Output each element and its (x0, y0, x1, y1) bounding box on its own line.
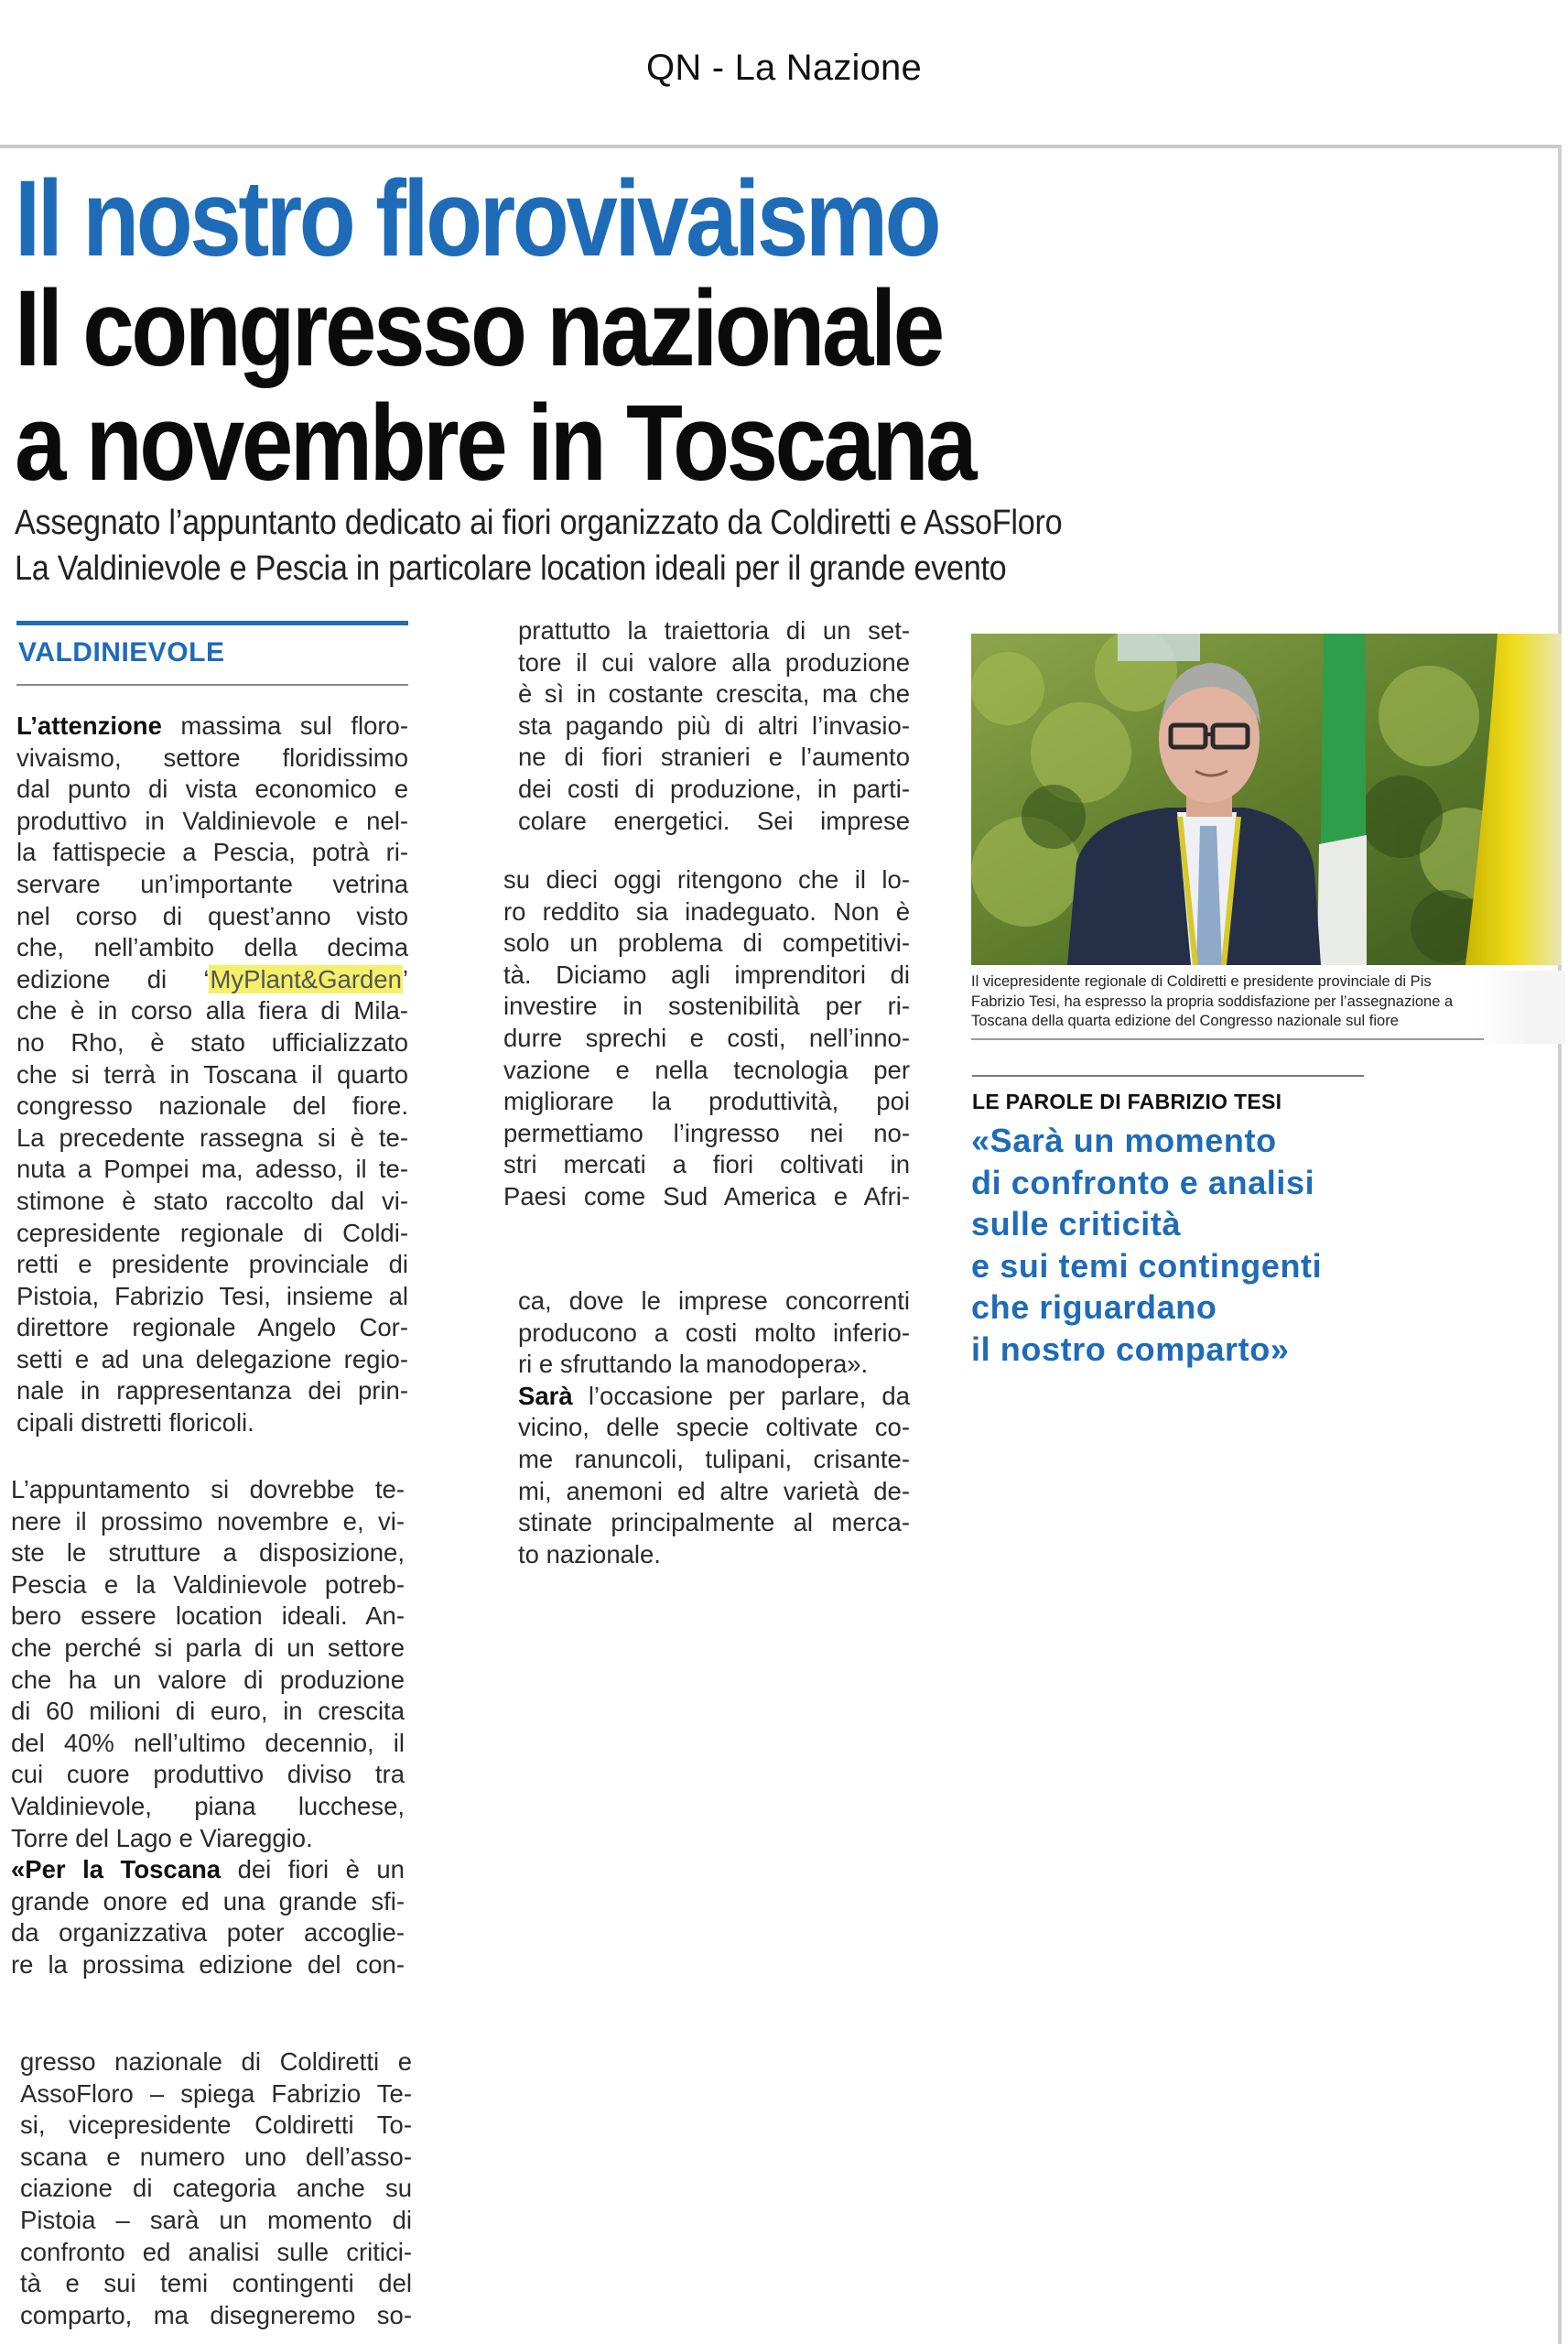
masthead: QN - La Nazione (646, 48, 922, 88)
pull-quote-line: e sui temi contingenti (971, 1246, 1323, 1285)
text-line: che perché si parla di un settore (11, 1633, 405, 1662)
article-column-a3 (20, 2046, 412, 2331)
pull-quote-label: LE PAROLE DI FABRIZIO TESI (972, 1090, 1282, 1113)
text-line: ca, dove le imprese concorrenti (518, 1286, 910, 1315)
text-line: comparto, ma disegneremo so- (20, 2300, 412, 2329)
text-line: Pistoia, Fabrizio Tesi, insieme al (16, 1281, 408, 1310)
text-line: congresso nazionale del fiore. (16, 1091, 408, 1121)
text-line: che è in corso alla fiera di Mila- (16, 996, 408, 1026)
text-line: re la prossima edizione del con- (11, 1949, 405, 1979)
text-line (16, 711, 408, 743)
text-line: del 40% nell’ultimo decennio, il (11, 1728, 405, 1757)
caption-line: Toscana della quarta edizione del Congresso nazionale sul fiore (971, 1013, 1399, 1029)
text-line: to nazionale. (518, 1539, 661, 1568)
highlighted-text: MyPlant&Garden (210, 964, 402, 993)
text-line: stinate principalmente al merca- (518, 1508, 910, 1537)
portrait-photo-illustration (971, 634, 1562, 965)
text-line: vicino, delle specie coltivate co- (518, 1413, 910, 1442)
text-line: me ranuncoli, tulipani, crisante- (518, 1444, 910, 1473)
text-line: cui cuore produttivo diviso tra (11, 1760, 405, 1789)
headline-kicker: Il nostro florovivaismo (15, 158, 939, 279)
text-line: migliorare la produttività, poi (503, 1087, 910, 1116)
article-column-b1 (518, 615, 910, 837)
text-line: vazione e nella tecnologia per (503, 1055, 910, 1084)
highlight-post: ’ (402, 964, 408, 993)
caption-divider (971, 1038, 1484, 1040)
article-column-a1 (16, 711, 408, 1439)
text-line: produttivo in Valdinievole e nel- (16, 806, 408, 835)
text-line: che si terrà in Toscana il quarto (16, 1059, 408, 1089)
sara-rest: l’occasione per parlare, da (572, 1381, 910, 1410)
text-line: La precedente rassegna si è te- (16, 1123, 408, 1152)
text-line: ro reddito sia inadeguato. Non è (503, 896, 910, 926)
text-line: prattutto la traiettoria di un set- (518, 616, 910, 645)
text-line: confronto ed analisi sulle critici- (20, 2237, 412, 2266)
caption-line: Fabrizio Tesi, ha espresso la propria soddisfazione per l’assegnazione a (971, 993, 1454, 1010)
text-line: scana e numero uno dell’asso- (20, 2142, 412, 2171)
text-line: durre sprechi e costi, nell’inno- (503, 1023, 910, 1052)
text-line: retti e presidente provinciale di (16, 1250, 408, 1279)
photo-caption (971, 972, 1520, 1032)
subtitle-line-2: La Valdinievole e Pescia in particolare location ideali per il grande evento (15, 549, 1007, 588)
article-column-b3 (518, 1286, 910, 1570)
text-line: da organizzativa poter accoglie- (11, 1918, 405, 1948)
text-line: nale in rappresentanza dei prin- (16, 1376, 408, 1405)
text-line: bero essere location ideali. An- (11, 1601, 405, 1631)
section-bar (16, 621, 408, 625)
text-line: ri e sfruttando la manodopera». (518, 1350, 869, 1379)
text-line: la fattispecie a Pescia, potrà ri- (16, 838, 408, 867)
text-line: ciazione di categoria anche su (20, 2174, 412, 2203)
text-line: che ha un valore di produzione (11, 1665, 405, 1694)
sara-bold: Sarà (518, 1381, 573, 1410)
article-column-b2 (503, 864, 910, 1213)
pull-quote-line: «Sarà un momento (971, 1122, 1277, 1159)
text-line: Valdinievole, piana lucchese, (11, 1791, 405, 1820)
section-divider (16, 684, 408, 686)
pull-quote-line: il nostro comparto» (971, 1329, 1290, 1368)
text-line: mi, anemoni ed altre varietà de- (518, 1476, 910, 1505)
pull-quote-line: di confronto e analisi (971, 1163, 1315, 1201)
text-line: dei costi di produzione, in parti- (518, 774, 910, 803)
text-line: cepresidente regionale di Coldi- (16, 1218, 408, 1247)
text-line: Paesi come Sud America e Afri- (503, 1181, 910, 1210)
text-line: grande onore ed una grande sfi- (11, 1886, 405, 1915)
text-line: tà. Diciamo agli imprenditori di (503, 960, 910, 989)
text-line: tore il cui valore alla produzione (518, 647, 910, 677)
text-line: cipali distretti floricoli. (16, 1408, 254, 1438)
text-line: nel corso di quest’anno visto (16, 901, 408, 930)
text-line (518, 1381, 910, 1413)
text-line: no Rho, è stato ufficializzato (16, 1027, 408, 1057)
text-line: nere il prossimo novembre e, vi- (11, 1506, 405, 1536)
pull-quote-line: sulle criticità (971, 1205, 1182, 1243)
section-label: VALDINIEVOLE (18, 637, 225, 667)
highlight-pre: edizione di ‘ (16, 964, 210, 993)
article-column-a2 (11, 1474, 405, 1981)
text-line: setti e ad una delegazione regio- (16, 1344, 408, 1373)
text-line: ne di fiori stranieri e l’aumento (518, 743, 910, 772)
text-line: direttore regionale Angelo Cor- (16, 1313, 408, 1342)
text-line: di 60 milioni di euro, in crescita (11, 1697, 405, 1726)
headline-title-line-2: a novembre in Toscana (15, 383, 975, 504)
text-line: tà e sui temi contingenti del (20, 2269, 412, 2298)
text-line: sta pagando più di altri l’invasio- (518, 711, 910, 740)
text-line-highlight (16, 964, 408, 996)
text-line: investire in sostenibilità per ri- (503, 992, 910, 1021)
quote-bold: «Per la Toscana (11, 1855, 222, 1884)
page-edge-blur (1474, 971, 1565, 1044)
text-line: ste le strutture a disposizione, (11, 1538, 405, 1568)
text-line: solo un problema di competitivi- (503, 928, 910, 958)
text-line: è sì in costante crescita, ma che (518, 679, 910, 709)
pull-quote-line: che riguardano (971, 1288, 1217, 1326)
text-line: colare energetici. Sei imprese (518, 806, 910, 835)
text-line: Pescia e la Valdinievole potreb- (11, 1569, 405, 1599)
text-line: stimone è stato raccolto dal vi- (16, 1186, 408, 1215)
quote-divider (972, 1075, 1364, 1077)
text-line: producono a costi molto inferio- (518, 1318, 910, 1347)
text-line: servare un’importante vetrina (16, 869, 408, 898)
lead-rest: massima sul floro- (161, 711, 408, 740)
text-line: che, nell’ambito della decima (16, 933, 408, 962)
text-line: dal punto di vista economico e (16, 775, 408, 804)
text-line: AssoFloro – spiega Fabrizio Te- (20, 2078, 412, 2108)
headline-title-line-1: Il congresso nazionale (15, 268, 942, 389)
subtitle-line-1: Assegnato l’appuntanto dedicato ai fiori organizzato da Coldiretti e AssoFloro (15, 504, 1063, 542)
text-line: Pistoia – sarà un momento di (20, 2205, 412, 2234)
lead-bold: L’attenzione (16, 711, 162, 740)
caption-line: Il vicepresidente regionale di Coldiretti e presidente provinciale di Pis (971, 973, 1432, 990)
text-line: vivaismo, settore floridissimo (16, 743, 408, 772)
text-line: permettiamo l’ingresso nei no- (503, 1118, 910, 1147)
text-line: Torre del Lago e Viareggio. (11, 1823, 313, 1852)
portrait-photo (971, 634, 1562, 965)
text-line: su dieci oggi ritengono che il lo- (503, 865, 910, 894)
text-line: si, vicepresidente Coldiretti To- (20, 2111, 412, 2140)
quote-rest: dei fiori è un (221, 1855, 405, 1884)
pull-quote (971, 1120, 1322, 1370)
text-line: gresso nazionale di Coldiretti e (20, 2047, 412, 2076)
text-line (11, 1854, 405, 1886)
text-line: nuta a Pompei ma, adesso, il te- (16, 1155, 408, 1184)
text-line: stri mercati a fiori coltivati in (503, 1150, 910, 1179)
text-line: L’appuntamento si dovrebbe te- (11, 1475, 405, 1503)
